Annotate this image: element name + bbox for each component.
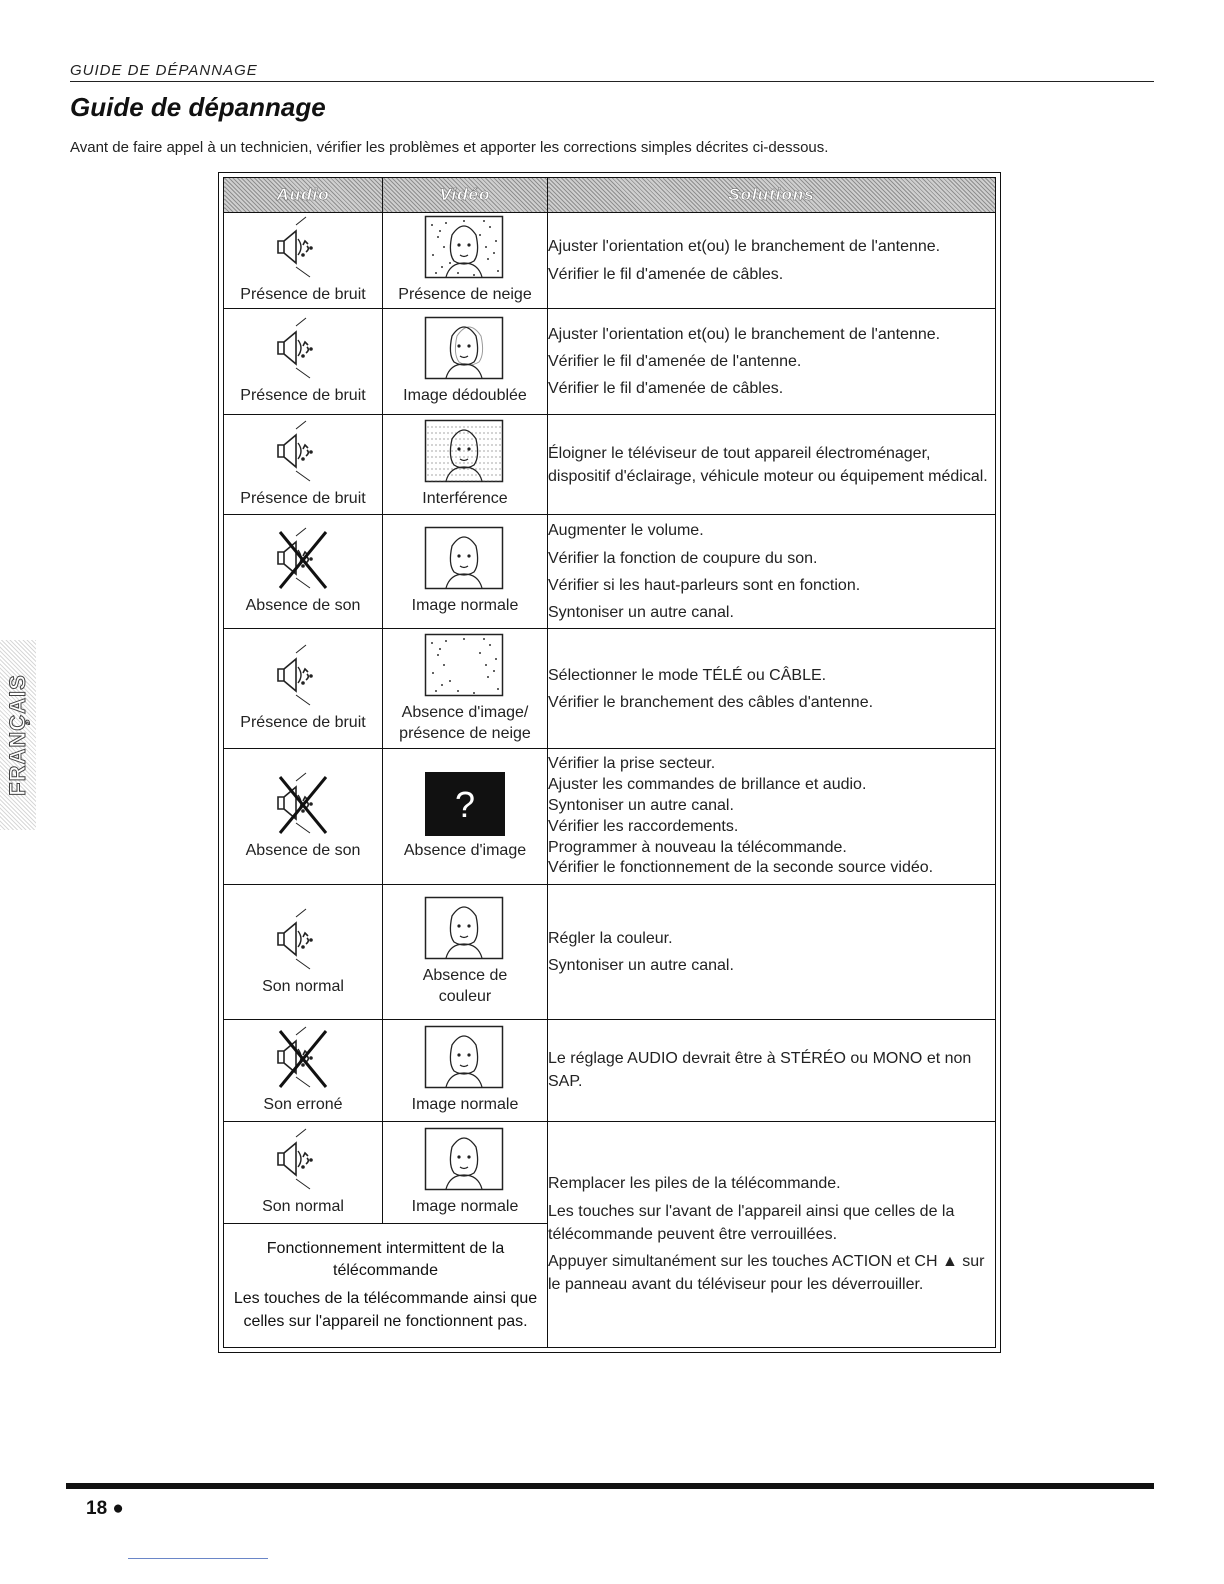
video-label-line: Présence de neige — [398, 286, 532, 304]
tv-picture-icon — [424, 896, 506, 962]
video-cell — [383, 515, 548, 629]
solution-line: Appuyer simultanément sur les touches ACTION et CH ▲ sur le panneau avant du téléviseur pour les déverrouiller. — [548, 1252, 985, 1294]
video-cell — [383, 213, 548, 309]
no-picture-glyph: ? — [454, 784, 476, 826]
speaker-icon — [270, 907, 336, 973]
audio-cell — [224, 749, 383, 885]
audio-label: Présence de bruit — [240, 387, 366, 405]
solutions-cell — [548, 1019, 996, 1121]
audio-label: Son normal — [262, 977, 344, 995]
tv-picture-icon — [424, 633, 506, 699]
video-cell — [383, 1019, 548, 1121]
intro-text: Avant de faire appel à un technicien, vérifier les problèmes et apporter les corrections simples décrites ci-dessous. — [70, 139, 829, 156]
video-label-line: Absence d'image — [403, 842, 527, 860]
remote-note-text: Les touches de la télécommande ainsi que celles sur l'appareil ne fonctionnent pas. — [233, 1290, 538, 1330]
solution-line: Ajuster les commandes de brillance et audio. — [548, 776, 867, 794]
table-row — [224, 213, 996, 309]
troubleshooting-table-frame — [218, 172, 1001, 1353]
solution-line: Vérifier la prise secteur. — [548, 755, 716, 773]
remote-description-cell — [224, 1223, 548, 1347]
solution-line: Ajuster l'orientation et(ou) le branchement de l'antenne. — [548, 238, 941, 256]
video-label-line: présence de neige — [399, 724, 531, 742]
video-label-line: couleur — [438, 988, 492, 1006]
solution-line: Vérifier la fonction de coupure du son. — [548, 549, 818, 567]
solution-line: Les touches sur l'avant de l'appareil ainsi que celles de la télécommande peuvent être verrouillées. — [548, 1202, 955, 1243]
table-row — [224, 1019, 996, 1121]
audio-label: Son normal — [262, 1197, 344, 1215]
video-label — [423, 966, 508, 1008]
video-label — [403, 386, 527, 407]
audio-label: Présence de bruit — [240, 286, 366, 304]
solutions-cell — [548, 885, 996, 1019]
solution-line: Éloigner le téléviseur de tout appareil électroménager, dispositif d'éclairage, véhicule moteur ou équipement médical. — [548, 444, 988, 485]
table-row — [224, 885, 996, 1019]
audio-label: Absence de son — [245, 597, 361, 615]
table-row — [224, 515, 996, 629]
speaker-icon — [270, 316, 336, 382]
video-label — [399, 703, 531, 745]
scan-artifact-line — [128, 1558, 268, 1559]
solution-line: Syntoniser un autre canal. — [548, 603, 734, 621]
table-row — [224, 1121, 996, 1223]
solution-line: Le réglage AUDIO devrait être à STÉRÉO ou MONO et non SAP. — [548, 1049, 972, 1091]
audio-cell — [224, 515, 383, 629]
video-label — [398, 285, 531, 306]
video-label — [412, 1095, 519, 1116]
bottom-rule — [66, 1483, 1154, 1489]
no-picture-icon — [424, 771, 506, 837]
solutions-cell — [548, 415, 996, 515]
header-video: Vidéo — [383, 178, 548, 213]
table-row — [224, 415, 996, 515]
solution-line: Vérifier le branchement des câbles d'antenne. — [548, 693, 874, 711]
audio-label: Présence de bruit — [240, 714, 366, 732]
video-label-line: Interférence — [422, 490, 508, 508]
tv-picture-icon — [424, 316, 506, 382]
video-cell — [383, 629, 548, 749]
solution-line: Vérifier si les haut-parleurs sont en fonction. — [548, 576, 861, 594]
tv-picture-icon — [424, 215, 506, 281]
tv-picture-icon — [424, 526, 506, 592]
solution-line: Augmenter le volume. — [548, 522, 704, 540]
video-label-line: Absence d'image/ — [401, 703, 529, 721]
solution-line: Vérifier le fil d'amenée de câbles. — [548, 380, 784, 398]
video-label — [412, 1197, 519, 1218]
tv-picture-icon — [424, 419, 506, 485]
video-cell — [383, 1121, 548, 1223]
video-label-line: Image dédoublée — [403, 387, 527, 405]
table-row — [224, 309, 996, 415]
video-cell — [383, 749, 548, 885]
tv-picture-icon — [424, 1127, 506, 1193]
solution-line: Vérifier les raccordements. — [548, 817, 739, 835]
solutions-cell — [548, 1121, 996, 1347]
audio-cell — [224, 885, 383, 1019]
solutions-cell — [548, 309, 996, 415]
solution-line: Ajuster l'orientation et(ou) le branchement de l'antenne. — [548, 325, 941, 343]
page-title: Guide de dépannage — [70, 92, 326, 122]
table-row — [224, 749, 996, 885]
solution-line: Remplacer les piles de la télécommande. — [548, 1175, 841, 1193]
solution-line: Syntoniser un autre canal. — [548, 797, 734, 815]
speaker-icon — [270, 771, 336, 837]
video-cell — [383, 415, 548, 515]
running-head: GUIDE DE DÉPANNAGE — [70, 62, 1154, 82]
audio-label: Présence de bruit — [240, 490, 366, 508]
solution-line: Vérifier le fonctionnement de la seconde source vidéo. — [548, 859, 934, 877]
audio-cell — [224, 1019, 383, 1121]
solution-line: Sélectionner le mode TÉLÉ ou CÂBLE. — [548, 666, 827, 684]
video-label-line: Image normale — [411, 1095, 519, 1113]
solution-line: Vérifier le fil d'amenée de l'antenne. — [548, 353, 802, 371]
solutions-cell — [548, 213, 996, 309]
header-solutions: Solutions — [548, 178, 996, 213]
language-side-tab — [0, 640, 36, 830]
language-side-tab-label: FRANÇAIS — [5, 674, 30, 796]
speaker-icon — [270, 643, 336, 709]
solution-line: Régler la couleur. — [548, 929, 673, 947]
video-label — [412, 596, 519, 617]
audio-cell — [224, 629, 383, 749]
video-label — [422, 489, 507, 510]
audio-cell — [224, 213, 383, 309]
table-row — [224, 629, 996, 749]
solution-line: Vérifier le fil d'amenée de câbles. — [548, 265, 784, 283]
solutions-cell — [548, 749, 996, 885]
header-audio: Audio — [224, 178, 383, 213]
video-label-line: Image normale — [411, 597, 519, 615]
audio-cell — [224, 1121, 383, 1223]
solutions-cell — [548, 629, 996, 749]
page-number: 18 ● — [86, 1498, 124, 1519]
speaker-icon — [270, 1127, 336, 1193]
video-cell — [383, 309, 548, 415]
speaker-icon — [270, 1025, 336, 1091]
tv-picture-icon — [424, 1025, 506, 1091]
table-header-row — [224, 178, 996, 213]
solution-line: Programmer à nouveau la télécommande. — [548, 838, 847, 856]
speaker-icon — [270, 419, 336, 485]
audio-label: Absence de son — [245, 842, 361, 860]
video-cell — [383, 885, 548, 1019]
solution-line: Syntoniser un autre canal. — [548, 957, 734, 975]
video-label-line: Absence de — [422, 967, 508, 985]
video-label — [404, 841, 526, 862]
speaker-icon — [270, 215, 336, 281]
speaker-icon — [270, 526, 336, 592]
solutions-cell — [548, 515, 996, 629]
audio-label: Son erroné — [263, 1095, 343, 1113]
video-label-line: Image normale — [411, 1197, 519, 1215]
audio-cell — [224, 309, 383, 415]
audio-cell — [224, 415, 383, 515]
remote-note-title: Fonctionnement intermittent de la télécommande — [266, 1239, 505, 1280]
troubleshooting-table — [223, 177, 996, 1348]
